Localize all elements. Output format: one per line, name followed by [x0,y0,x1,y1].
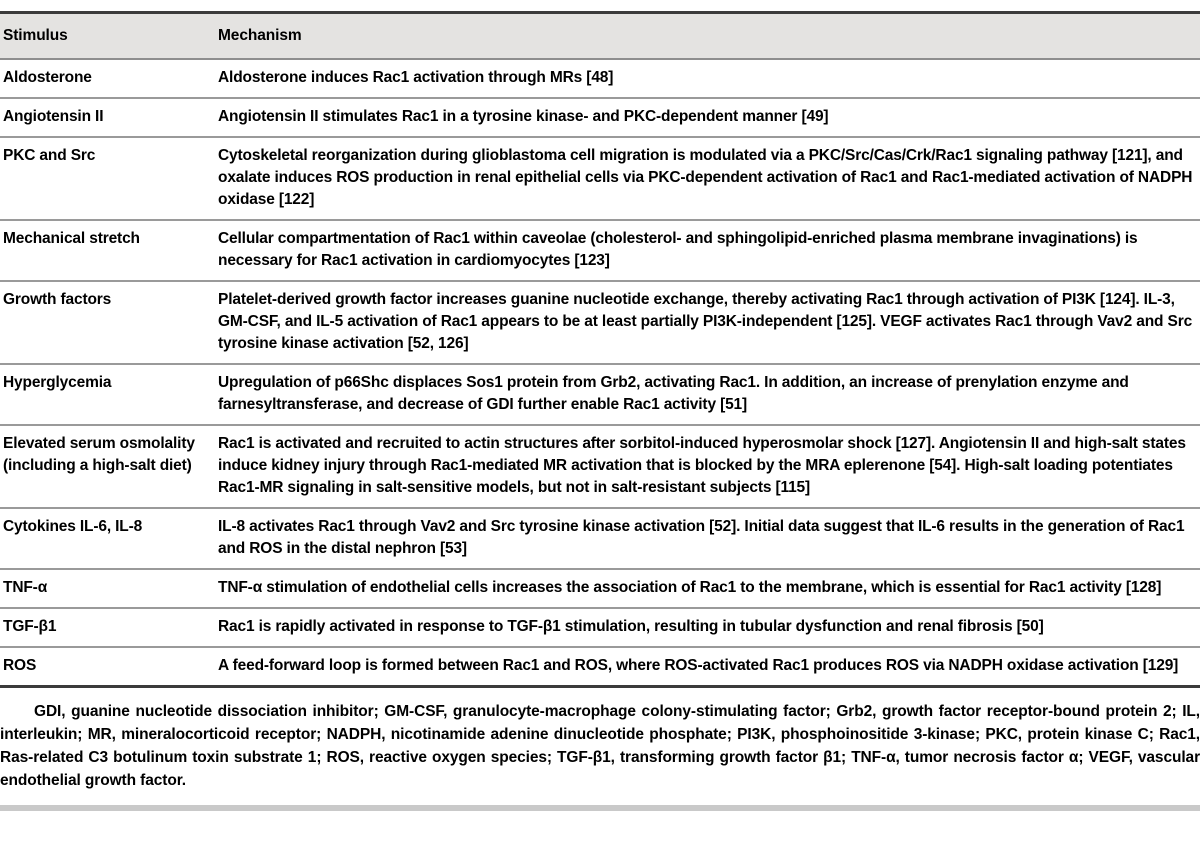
table-row [0,220,1200,281]
column-header-stimulus: Stimulus [0,13,218,60]
stimulus-cell: PKC and Src [0,137,218,220]
table-row [0,608,1200,647]
stimulus-cell: TGF-β1 [0,608,218,647]
table-header [0,13,1200,60]
stimulus-mechanism-table [0,11,1200,688]
column-header-mechanism: Mechanism [218,13,1200,60]
table-row [0,364,1200,425]
stimulus-cell: Hyperglycemia [0,364,218,425]
table-row [0,569,1200,608]
mechanism-cell: TNF-α stimulation of endothelial cells increases the association of Rac1 to the membrane, which is essential for Rac1 activity [128] [218,569,1200,608]
mechanism-cell: Upregulation of p66Shc displaces Sos1 protein from Grb2, activating Rac1. In addition, an increase of prenylation enzyme and farnesyltransferase, and decrease of GDI further enable Rac1 activity [51] [218,364,1200,425]
stimulus-cell: Elevated serum osmolality (including a high-salt diet) [0,425,218,508]
stimulus-cell: Angiotensin II [0,98,218,137]
mechanism-cell: IL-8 activates Rac1 through Vav2 and Src tyrosine kinase activation [52]. Initial data suggest that IL-6 results in the generation of Rac1 and ROS in the distal nephron [53] [218,508,1200,569]
mechanism-cell: Cytoskeletal reorganization during glioblastoma cell migration is modulated via a PKC/Src/Cas/Crk/Rac1 signaling pathway [121], and oxalate induces ROS production in renal epithelial cells via PKC-dependent activation of Rac1 and Rac1-mediated activation of NADPH oxidase [122] [218,137,1200,220]
table-row [0,647,1200,687]
mechanism-cell: Angiotensin II stimulates Rac1 in a tyrosine kinase- and PKC-dependent manner [49] [218,98,1200,137]
table-body [0,59,1200,687]
stimulus-cell: ROS [0,647,218,687]
mechanism-cell: Platelet-derived growth factor increases guanine nucleotide exchange, thereby activating Rac1 through activation of PI3K [124]. IL-3, GM-CSF, and IL-5 activation of Rac1 appears to be at least partially PI3K-independent [125]. VEGF activates Rac1 through Vav2 and Src tyrosine kinase activation [52, 126] [218,281,1200,364]
table-row [0,59,1200,98]
table-row [0,98,1200,137]
table-row [0,508,1200,569]
mechanism-cell: Rac1 is rapidly activated in response to TGF-β1 stimulation, resulting in tubular dysfunction and renal fibrosis [50] [218,608,1200,647]
stimulus-cell: Mechanical stretch [0,220,218,281]
mechanism-cell: A feed-forward loop is formed between Rac1 and ROS, where ROS-activated Rac1 produces ROS via NADPH oxidase activation [129] [218,647,1200,687]
stimulus-cell: Growth factors [0,281,218,364]
abbreviations-footnote: GDI, guanine nucleotide dissociation inhibitor; GM-CSF, granulocyte-macrophage colony-stimulating factor; Grb2, growth factor receptor-bound protein 2; IL, interleukin; MR, mineralocorticoid receptor; NADPH, nicotinamide adenine dinucleotide phosphate; PI3K, phosphoinositide 3-kinase; PKC, protein kinase C; Rac1, Ras-related C3 botulinum toxin substrate 1; ROS, reactive oxygen species; TGF-β1, transforming growth factor β1; TNF-α, tumor necrosis factor α; VEGF, vascular endothelial growth factor. [0,703,1200,789]
stimulus-cell: Aldosterone [3,69,92,86]
table-row [0,281,1200,364]
stimulus-cell: TNF-α [0,569,218,608]
mechanism-cell: Cellular compartmentation of Rac1 within caveolae (cholesterol- and sphingolipid-enriched plasma membrane invaginations) is necessary for Rac1 activation in cardiomyocytes [123] [218,220,1200,281]
bottom-rule [0,805,1200,811]
stimulus-cell: Cytokines IL-6, IL-8 [0,508,218,569]
table-row [0,425,1200,508]
header-row [0,13,1200,60]
table-row [0,137,1200,220]
mechanism-cell: Rac1 is activated and recruited to actin structures after sorbitol-induced hyperosmolar shock [127]. Angiotensin II and high-salt states induce kidney injury through Rac1-mediated MR activation that is blocked by the MRA eplerenone [54]. High-salt loading potentiates Rac1-MR signaling in salt-sensitive models, but not in salt-resistant subjects [115] [218,425,1200,508]
mechanism-cell: Aldosterone induces Rac1 activation through MRs [48] [218,69,614,86]
